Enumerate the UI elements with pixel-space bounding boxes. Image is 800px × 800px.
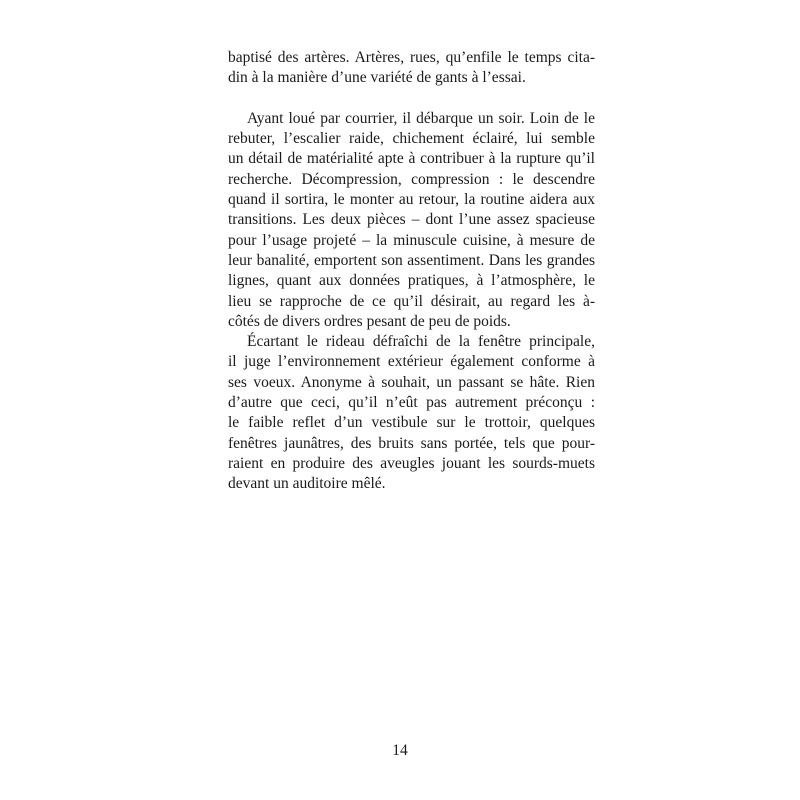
paragraph-gap xyxy=(228,89,595,109)
text-line: devant un auditoire mêlé. xyxy=(228,475,386,493)
text-line: transitions. Les deux pièces – dont l’une assez spacieuse xyxy=(228,211,595,229)
text-line: recherche. Décompression, compression : le descendre xyxy=(228,170,595,188)
text-line: d’autre que ceci, qu’il n’eût pas autrement préconçu : xyxy=(228,394,595,412)
text-line: ses voeux. Anonyme à souhait, un passant se hâte. Rien xyxy=(228,373,595,391)
text-line: quand il sortira, le monter au retour, la routine aidera aux xyxy=(228,191,595,209)
text-line: le faible reflet d’un vestibule sur le trottoir, quelques xyxy=(228,414,595,432)
text-line: baptisé des artères. Artères, rues, qu’enfile le temps cita- xyxy=(228,49,595,66)
text-line: pour l’usage projeté – la minuscule cuisine, à mesure de xyxy=(228,231,595,249)
text-line: un détail de matérialité apte à contribuer à la rupture qu’il xyxy=(228,150,595,168)
text-line: lignes, quant aux données pratiques, à l’atmosphère, le xyxy=(228,272,595,290)
paragraph xyxy=(228,109,595,332)
text-line: din à la manière d’une variété de gants à l’essai. xyxy=(228,69,526,87)
text-line: Écartant le rideau défraîchi de la fenêtre principale, xyxy=(247,333,595,351)
paragraph xyxy=(228,332,595,494)
text-line: rebuter, l’escalier raide, chichement éclairé, lui semble xyxy=(228,130,595,148)
text-line: côtés de divers ordres pesant de peu de poids. xyxy=(228,312,511,330)
text-line: leur banalité, emportent son assentiment. Dans les grandes xyxy=(228,251,595,269)
page-number: 14 xyxy=(392,742,408,759)
paragraph xyxy=(228,48,595,89)
text-line: lieu se rapproche de ce qu’il désirait, au regard les à- xyxy=(228,292,595,310)
body-text xyxy=(228,48,595,495)
text-line: il juge l’environnement extérieur également conforme à xyxy=(228,353,595,371)
text-line: fenêtres jaunâtres, des bruits sans portée, tels que pour- xyxy=(228,434,595,452)
text-line: raient en produire des aveugles jouant les sourds-muets xyxy=(228,454,595,472)
text-line: Ayant loué par courrier, il débarque un soir. Loin de le xyxy=(247,109,595,127)
